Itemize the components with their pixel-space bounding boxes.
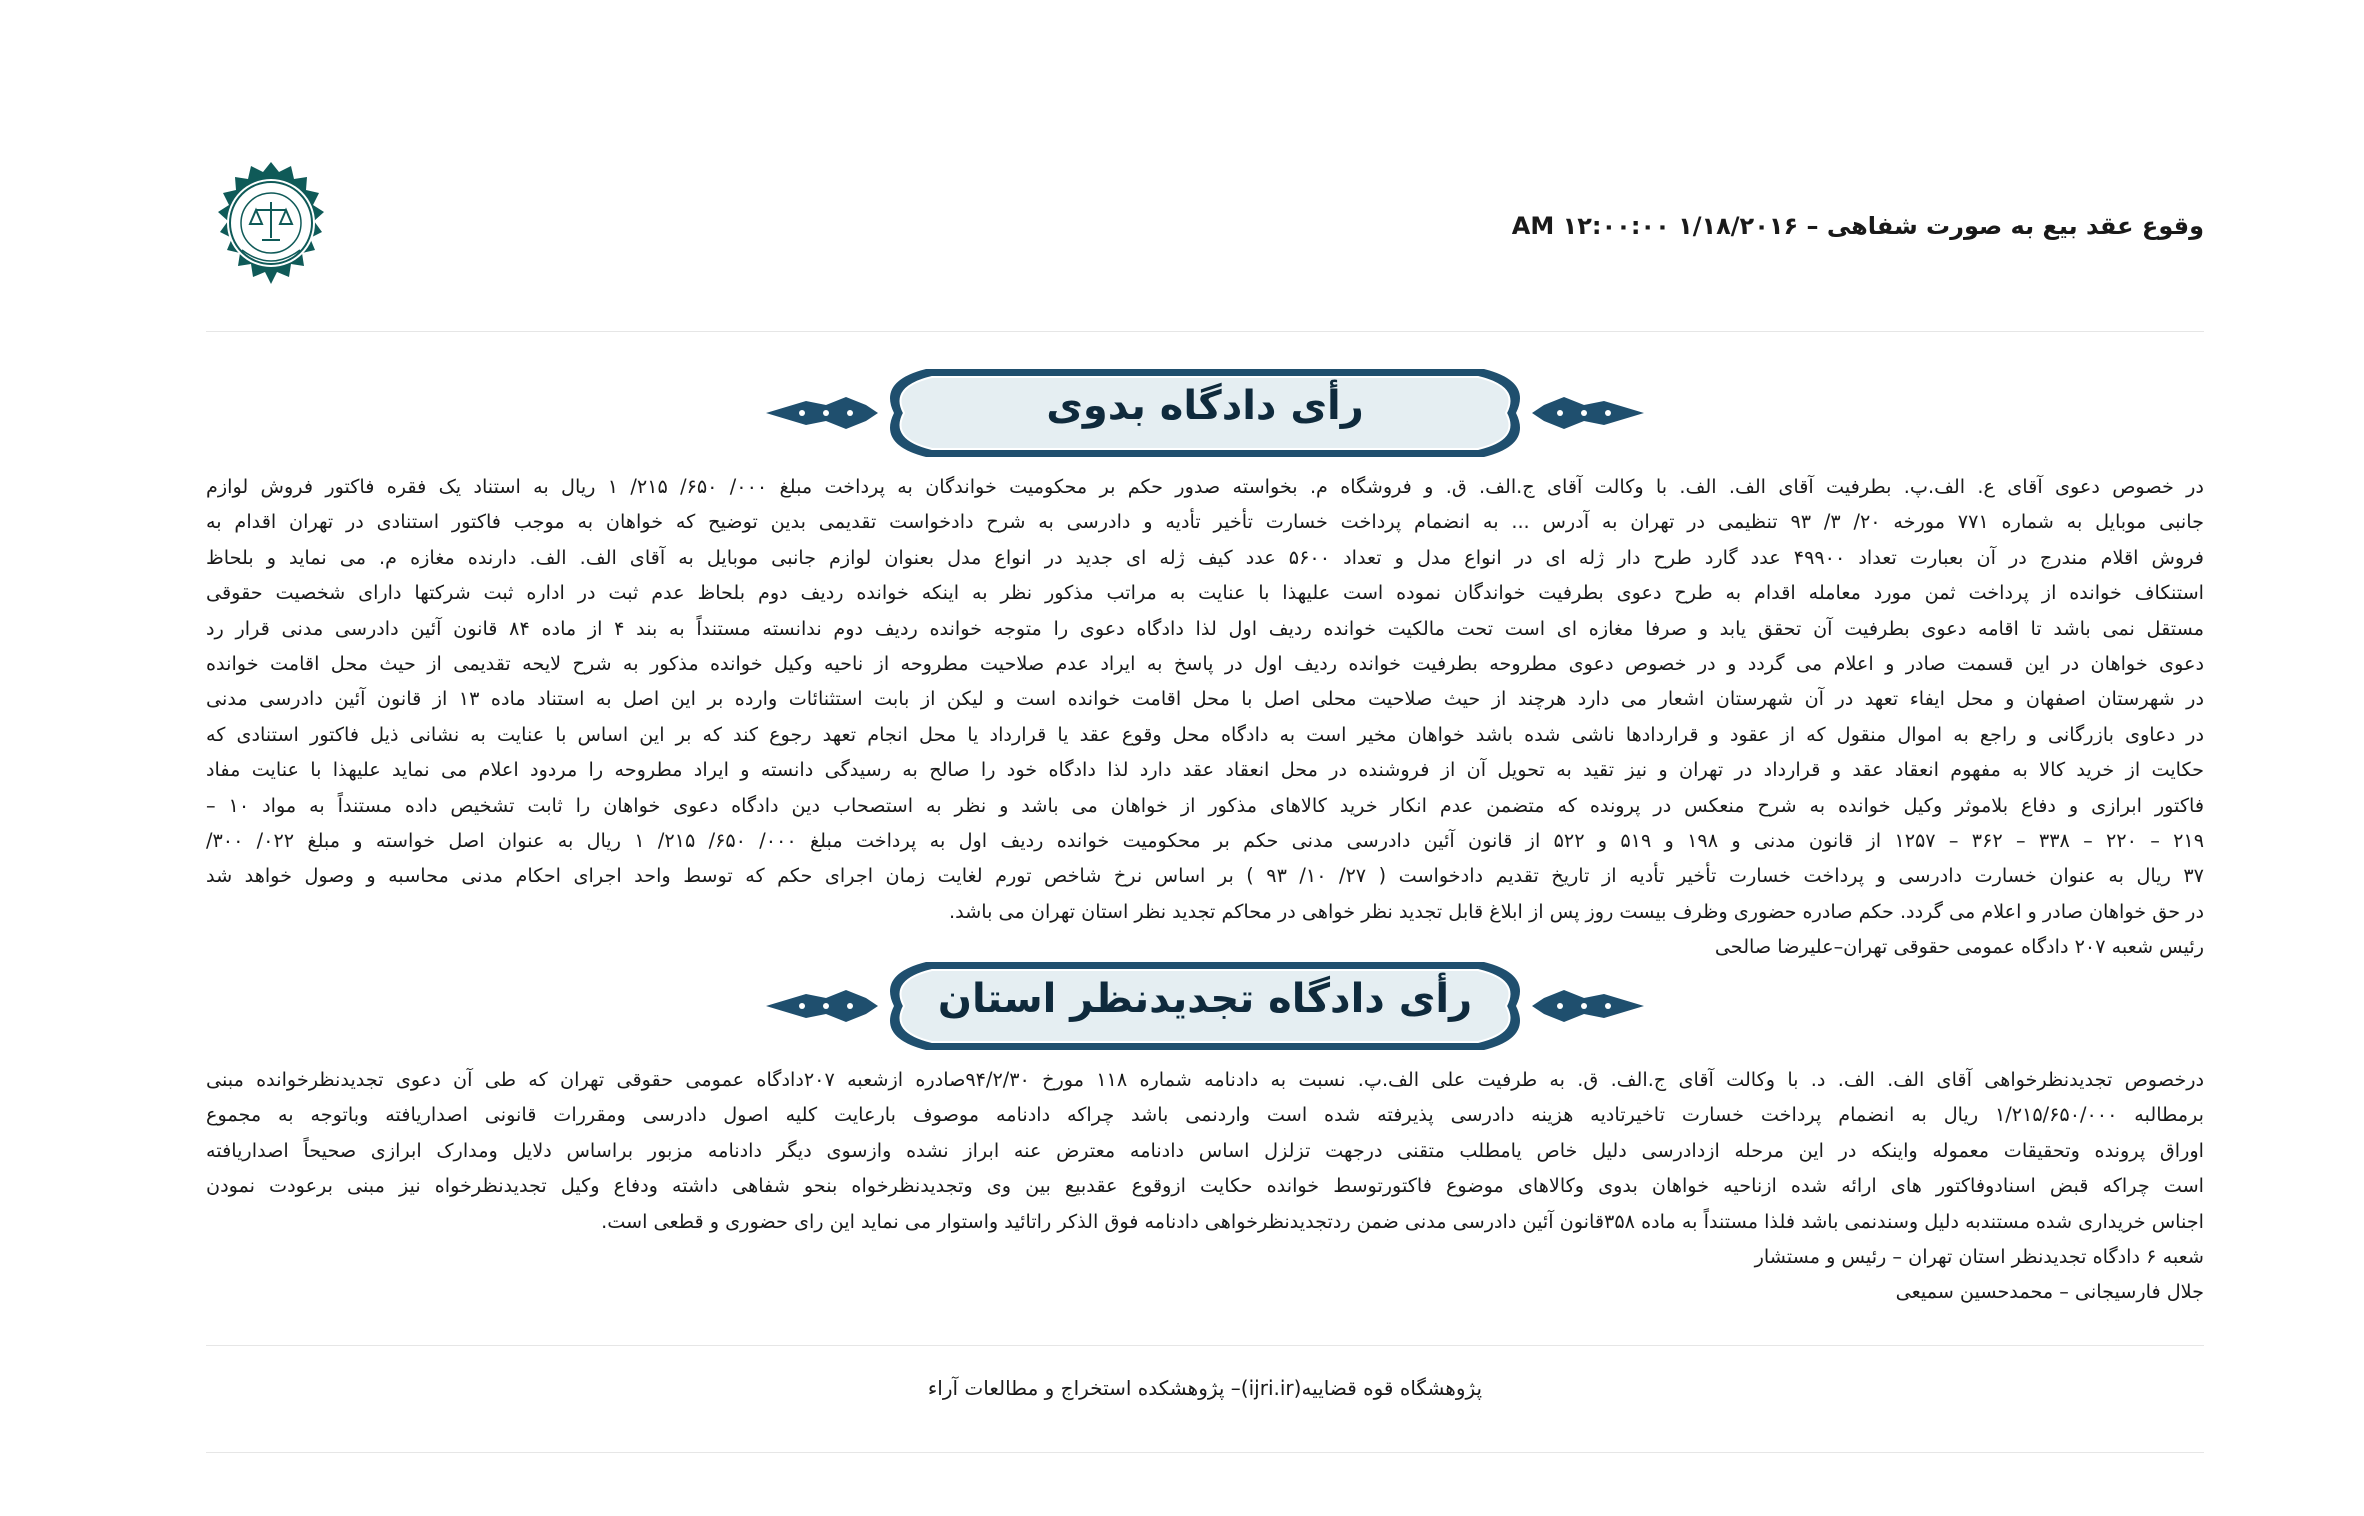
document-page bbox=[206, 0, 2204, 1516]
text-line: در شهرستان اصفهان و محل ایفاء تعهد در آن شهرستان اشعار می دارد هرچند از حیث صلاحیت محلی اصل با محل اقامت خوانده است و لیکن از بابت استثنائات وارده بر این اصل به استناد ماده ۱۳ از قانون آئین دادرسی مدنی bbox=[206, 687, 2204, 711]
text-line: اجناس خریداری شده مستندبه دلیل وسندنمی باشد فلذا مستنداً به ماده ۳۵۸قانون آئین دادرسی مدنی ضمن ردتجدیدنظرخواهی دادنامه فوق الذکر راتائید واستوار می نماید این رای حضوری و قطعی است. bbox=[601, 1209, 2204, 1233]
text-line: حکایت از خرید کالا به مفهوم انعقاد عقد و قرارداد در تهران و نیز تقید به تحویل آن از فروشنده در محل انعقاد عقد دارد لذا دادگاه خود را صالح به رسیدگی دانسته و ایراد مطروحه را مردود اعلام می نماید علیهذا با عنایت مفاد bbox=[206, 758, 2204, 782]
text-line: فروش اقلام مندرج در آن بعبارت تعداد ۴۹۹۰۰ عدد گارد طرح دار ژله ای در انواع مدل و تعداد ۵۶۰۰ عدد کیف ژله ای جدید در انواع مدل بعنوان لوازم جانبی موبایل به آقای الف. الف. دارنده مغازه م. می نماید و بلحاظ bbox=[206, 545, 2204, 569]
footer-divider-bottom bbox=[206, 1452, 2204, 1453]
header-divider bbox=[206, 331, 2204, 332]
text-line: اوراق پرونده وتحقیقات معموله واینکه در این مرحله ازدادرسی دلیل خاص یامطلب متقنی درجهت تزلزل اساس دادنامه معترض عنه ابراز نشده وازسوی دیگر دادنامه مزبور براساس دلایل ومدارک ابرازی صحیحاً اصداریافته bbox=[206, 1138, 2204, 1162]
judiciary-research-institute-logo bbox=[206, 160, 336, 290]
appeal-signature-judges: جلال فارسیجانی – محمدحسین سمیعی bbox=[1895, 1280, 2204, 1304]
text-line: جانبی موبایل به شماره ۷۷۱ مورخه ۲۰/ ۳/ ۹۳ تنظیمی در تهران به آدرس ... به انضمام پرداخت خسارت تأخیر تأدیه و دادرسی به شرح دادخواست تقدیمی بدین توضیح که خواهان به موجب فاکتور استنادی در تهران اقدام به bbox=[206, 510, 2204, 534]
text-line: ۳۷ ریال به عنوان خسارت دادرسی و پرداخت خسارت تأخیر تأدیه از تاریخ تقدیم دادخواست ( ۲۷/ ۱۰/ ۹۳ ) بر اساس نرخ شاخص تورم لغایت زمان اجرای حکم که توسط واحد اجرای احکام مدنی محاسبه و وصول خواهد شد bbox=[206, 864, 2204, 888]
document-title: وقوع عقد بیع به صورت شفاهی – ۱/۱۸/۲۰۱۶ ۱۲:۰۰:۰۰ AM bbox=[1511, 212, 2204, 240]
appeal-ruling-text bbox=[206, 1062, 2204, 1310]
text-line: ۲۱۹ – ۲۲۰ – ۳۳۸ – ۳۶۲ – ۱۲۵۷ از قانون مدنی و ۱۹۸ و ۵۱۹ و ۵۲۲ از قانون آئین دادرسی مدنی حکم بر محکومیت خوانده ردیف اول به پرداخت مبلغ ۰۰۰/ ۶۵۰/ ۲۱۵/ ۱ ریال به عنوان اصل خواسته و مبلغ ۰۲۲/ ۳۰۰/ bbox=[206, 828, 2204, 852]
text-line: دعوی خواهان در این قسمت صادر و اعلام می گردد و در خصوص دعوی مطروحه بطرفیت خوانده ردیف اول در پاسخ به ایراد عدم صلاحیت مطروحه از ناحیه وکیل خوانده مذکور به شرح لایحه تقدیمی از حیث محل اقامت خوانده bbox=[206, 651, 2204, 675]
text-line: درخصوص تجدیدنظرخواهی آقای الف. الف. د. با وکالت آقای ج.الف. ق. به طرفیت علی الف.پ. نسبت به دادنامه شماره ۱۱۸ مورخ ۹۴/۲/۳۰صادره ازشعبه ۲۰۷دادگاه عمومی حقوقی تهران که طی آن دعوی تجدیدنظرخوانده مبنی bbox=[206, 1068, 2204, 1091]
first-instance-signature: رئیس شعبه ۲۰۷ دادگاه عمومی حقوقی تهران–علیرضا صالحی bbox=[1714, 935, 2204, 959]
footer-divider-top bbox=[206, 1345, 2204, 1346]
section-banner-appeal bbox=[766, 954, 1644, 1058]
section-title-appeal: رأی دادگاه تجدیدنظر استان bbox=[937, 976, 1473, 1022]
text-line: مستقل نمی باشد تا اقامه دعوی بطرفیت آن تحقق یابد و صرفا مغازه ای است تحت مالکیت خوانده ردیف اول لذا دادگاه دعوی را متوجه خوانده ردیف دوم ندانسته مستنداً به بند ۴ از ماده ۸۴ قانون آئین دادرسی مدنی قرار رد bbox=[206, 616, 2204, 640]
text-line: فاکتور ابرازی و دفاع بلاموثر وکیل خوانده به شرح منعکس در پرونده که متضمن عدم انکار خرید کالاهای مذکور از خواهان می باشد و نظر به استصحاب دین دادگاه دعوی خواهان را ثابت تشخیص داده مستنداً به مواد ۱۰ – bbox=[206, 793, 2204, 817]
document-header bbox=[206, 150, 2204, 300]
appeal-signature-court: شعبه ۶ دادگاه تجدیدنظر استان تهران – رئیس و مستشار bbox=[1754, 1244, 2204, 1268]
section-title-first-instance: رأی دادگاه بدوی bbox=[1046, 383, 1364, 429]
text-line: برمطالبه ۱/۲۱۵/۶۵۰/۰۰۰ ریال به انضمام پرداخت خسارت تاخیرتادیه هزینه دادرسی پذیرفته شده است واردنمی باشد چراکه دادنامه موصوف بارعایت کلیه اصول دادرسی ومقررات قانونی اصداریافته وباتوجه به مجموع bbox=[206, 1103, 2204, 1127]
text-line: در حق خواهان صادر و اعلام می گردد. حکم صادره حضوری وظرف بیست روز پس از ابلاغ قابل تجدید نظر خواهی در محاکم تجدید نظر استان تهران می باشد. bbox=[948, 899, 2204, 923]
text-line: است چراکه قبض اسنادوفاکتور های ارائه شده ازناحیه خواهان بدوی وکالاهای موضوع فاکتورتوسط خوانده حکایت ازوقوع عقدبیع بین وی وتجدیدنظرخواه بنحو شفاهی داشته ودفاع وکیل تجدیدنظرخواه نیز مبنی برعودت نمودن bbox=[206, 1174, 2204, 1198]
footer-credit: پژوهشگاه قوه قضاییه(ijri.ir)– پژوهشکده استخراج و مطالعات آراء bbox=[927, 1376, 1483, 1400]
text-line: در خصوص دعوی آقای ع. الف.پ. بطرفیت آقای الف. الف. با وکالت آقای ج.الف. ق. و فروشگاه م. بخواسته صدور حکم بر محکومیت خواندگان به پرداخت مبلغ ۰۰۰/ ۶۵۰/ ۲۱۵/ ۱ ریال به استناد یک فقره فاکتور فروش لوازم bbox=[206, 475, 2204, 498]
section-banner-first-instance bbox=[766, 361, 1644, 465]
text-line: در دعاوی بازرگانی و راجع به اموال منقول که از عقود و قراردادها ناشی شده باشد خواهان مخیر است به دادگاه محل وقوع عقد یا قرارداد یا محل انجام تعهد رجوع کند که بر این اساس با عنایت به نشانی ذیل فاکتور استنادی که bbox=[206, 722, 2204, 746]
text-line: استنکاف خوانده از پرداخت ثمن مورد معامله اقدام به طرح دعوی بطرفیت خواندگان نموده است علیهذا با عنایت به مراتب مذکور نظر به اینکه خوانده ردیف دوم بلحاظ عدم ثبت در اداره ثبت شرکتها دارای شخصیت حقوقی bbox=[206, 581, 2204, 605]
first-instance-ruling-text bbox=[206, 469, 2204, 964]
